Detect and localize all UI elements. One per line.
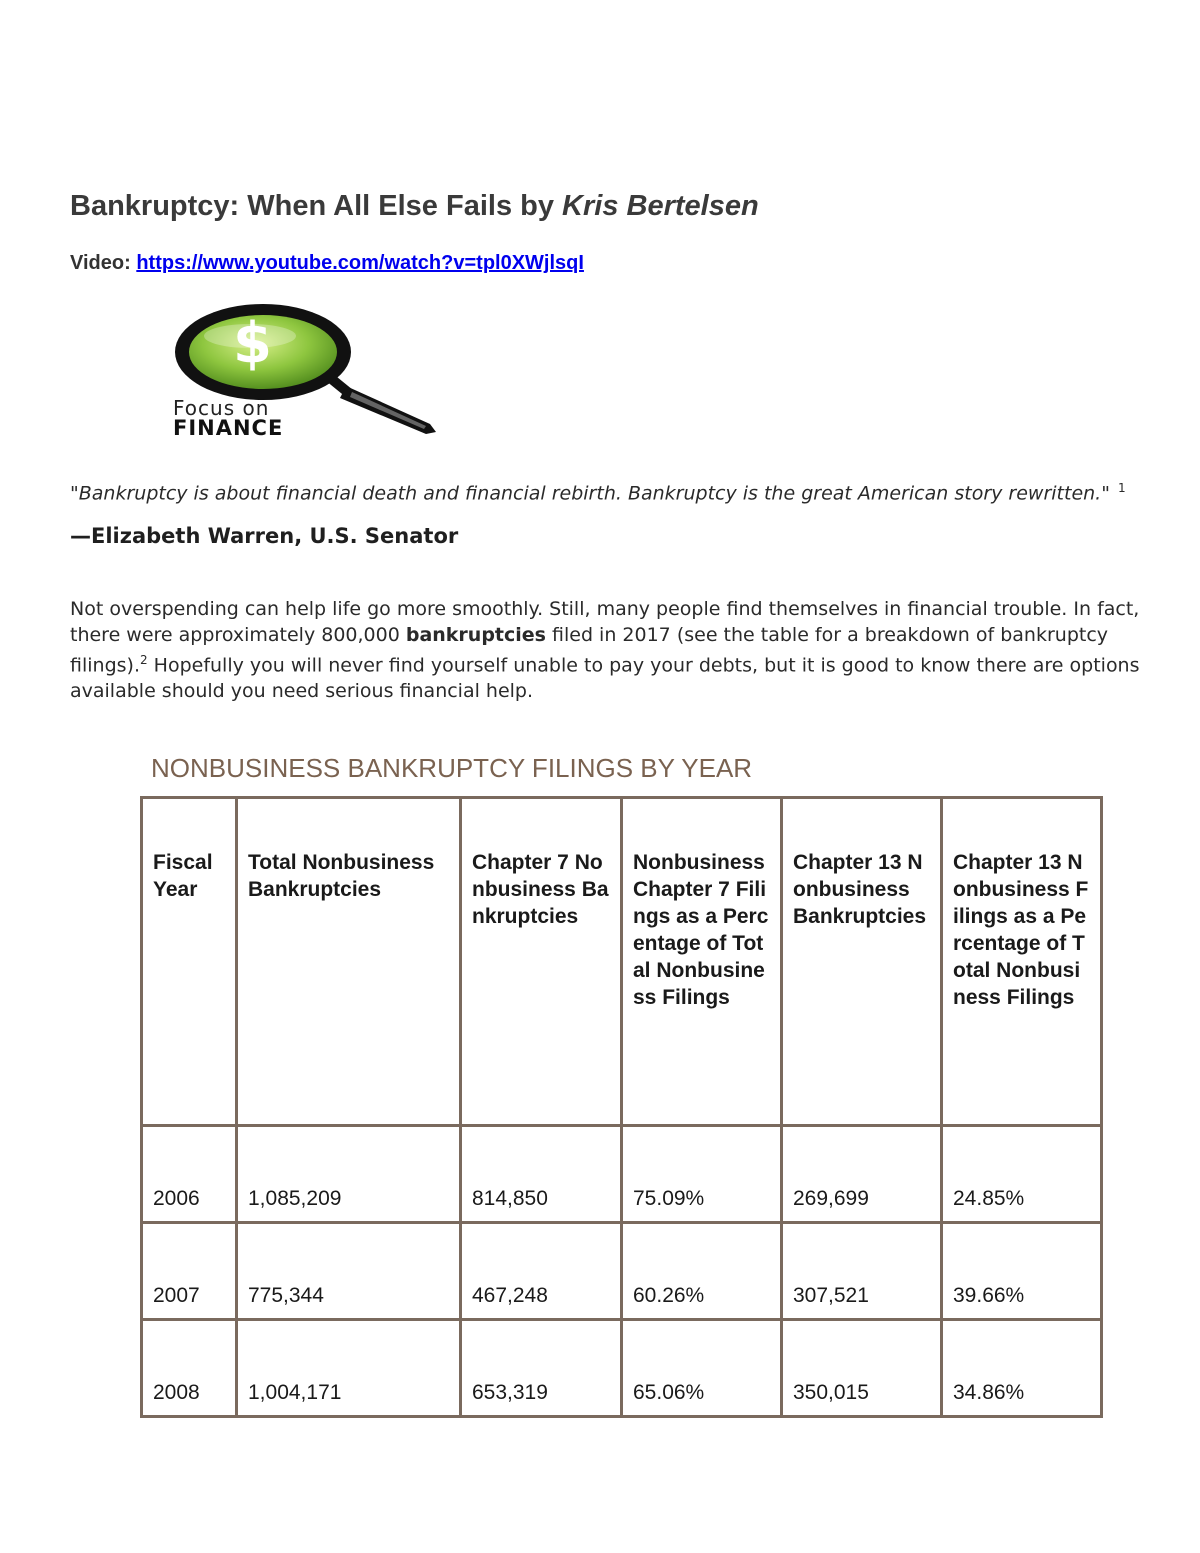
cell-year: 2008 [142, 1320, 237, 1417]
header-chapter13-percent: Chapter 13 Nonbusiness Filings as a Percentage of Total Nonbusiness Filings [942, 798, 1102, 1126]
body-text-3: Hopefully you will never find yourself unable to pay your debts, but it is good to know there are options available should you need serious financial help. [70, 654, 1140, 702]
cell-chapter7-percent: 75.09% [622, 1126, 782, 1223]
header-total-nonbusiness: Total Nonbusiness Bankruptcies [237, 798, 461, 1126]
body-text-1: Not overspending can help life go more smoothly. Still, many people find themselves in financial trouble. In fact, there were approximately 800,000 [70, 598, 1140, 646]
cell-chapter7: 467,248 [461, 1223, 622, 1320]
cell-chapter13-percent: 24.85% [942, 1126, 1102, 1223]
cell-total: 1,085,209 [237, 1126, 461, 1223]
header-chapter7-count: Chapter 7 Nonbusiness Bankruptcies [461, 798, 622, 1126]
table-row [142, 1223, 1102, 1320]
cell-total: 775,344 [237, 1223, 461, 1320]
title-author: Kris Bertelsen [562, 190, 759, 222]
dollar-icon: $ [233, 311, 272, 376]
video-line [70, 252, 584, 275]
quote-text: "Bankruptcy is about financial death and financial rebirth. Bankruptcy is the great American story rewritten." [70, 482, 1110, 505]
cell-chapter7: 814,850 [461, 1126, 622, 1223]
cell-chapter7: 653,319 [461, 1320, 622, 1417]
header-chapter7-percent: Nonbusiness Chapter 7 Filings as a Percentage of Total Nonbusiness Filings [622, 798, 782, 1126]
cell-chapter13-percent: 39.66% [942, 1223, 1102, 1320]
table-title: NONBUSINESS BANKRUPTCY FILINGS BY YEAR [151, 753, 753, 783]
cell-chapter13: 269,699 [782, 1126, 942, 1223]
cell-chapter13: 307,521 [782, 1223, 942, 1320]
cell-chapter13-percent: 34.86% [942, 1320, 1102, 1417]
body-paragraph [70, 597, 1145, 704]
cell-year: 2007 [142, 1223, 237, 1320]
cell-chapter7-percent: 65.06% [622, 1320, 782, 1417]
footnote-marker-1: 1 [1117, 481, 1126, 495]
cell-year: 2006 [142, 1126, 237, 1223]
quote-attribution: —Elizabeth Warren, U.S. Senator [70, 524, 459, 548]
video-label: Video: [70, 252, 137, 274]
header-fiscal-year: Fiscal Year [142, 798, 237, 1126]
magnifier-handle [323, 372, 436, 434]
table-row [142, 1320, 1102, 1417]
table-row [142, 1126, 1102, 1223]
title-text: Bankruptcy: When All Else Fails by [70, 190, 563, 222]
header-chapter13-count: Chapter 13 Nonbusiness Bankruptcies [782, 798, 942, 1126]
document-title [70, 190, 759, 223]
bankruptcy-filings-table [140, 796, 1103, 1418]
table-header-row [142, 798, 1102, 1126]
cell-total: 1,004,171 [237, 1320, 461, 1417]
body-bold-term: bankruptcies [405, 623, 546, 646]
cell-chapter13: 350,015 [782, 1320, 942, 1417]
video-link[interactable]: https://www.youtube.com/watch?v=tpl0XWjlsqI [136, 252, 584, 274]
logo-text-finance: FINANCE [173, 416, 284, 440]
body-text-2: filed in 2017 (see the table for a breakdown of bankruptcy filings). [70, 623, 1109, 677]
cell-chapter7-percent: 60.26% [622, 1223, 782, 1320]
logo-text-focus: Focus on [173, 396, 270, 420]
footnote-marker-2: 2 [139, 653, 148, 667]
quote [70, 476, 1140, 506]
